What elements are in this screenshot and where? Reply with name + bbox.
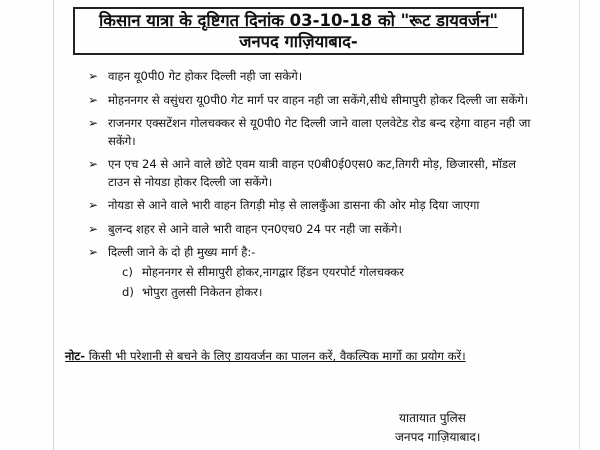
list-item (88, 115, 540, 150)
title-heading: किसान यात्रा के दृष्टिगत दिनांक 03-10-18 को "रूट डायवर्जन" (99, 11, 498, 30)
title-box (73, 7, 524, 55)
list-item (88, 244, 540, 302)
sub-item-text: भोपुरा तुलसी निकेतन होकर। (142, 285, 263, 299)
sub-list-item (108, 264, 540, 282)
note-line (65, 347, 535, 365)
page-edge-line (53, 0, 54, 450)
list-item-text: दिल्ली जाने के दो ही मुख्य मार्ग है:- (108, 245, 256, 259)
sub-item-letter: c) (122, 264, 133, 279)
signature-district: जनपद गाज़ियाबाद। (395, 430, 481, 444)
list-item (88, 92, 540, 110)
title-district: जनपद गाज़ियाबाद- (239, 32, 358, 51)
note-label: नोट- (65, 349, 86, 363)
list-item-text: मोहननगर से वसुंधरा यू0पी0 गेट मार्ग पर वाहन नही जा सकेंगे,सीधे सीमापुरी होकर दिल्ली जा सकेंगे। (108, 92, 529, 107)
list-item-text: राजनगर एक्सटेंशन गोलचक्कर से यू0पी0 गेट दिल्ली जाने वाला एलवेटेड रोड बन्द रहेगा वाहन नही जा सकेंगे। (108, 116, 531, 148)
note-text: किसी भी परेशानी से बचने के लिए डायवर्जन का पालन करें, वैकल्पिक मार्गो का प्रयोग करें। (85, 349, 466, 363)
list-item (88, 156, 540, 191)
arrow-bullet-icon: ➢ (88, 92, 99, 107)
diversion-list (88, 68, 540, 308)
list-item-text: वाहन यू0पी0 गेट होकर दिल्ली नही जा सकेगे। (108, 69, 303, 83)
arrow-bullet-icon: ➢ (88, 116, 99, 130)
list-item-text: बुलन्द शहर से आने वाले भारी वाहन एन0एच0 24 पर नही जा सकेंगे। (108, 221, 402, 236)
sub-list-item (108, 284, 540, 302)
page-edge-line-right (579, 0, 580, 450)
arrow-bullet-icon: ➢ (88, 221, 99, 236)
list-item (88, 197, 540, 215)
list-item (88, 68, 540, 86)
sub-item-text: मोहननगर से सीमापुरी होकर,नागद्वार हिंडन एयरपोर्ट गोलचक्कर (142, 264, 404, 279)
signature-block (395, 409, 480, 447)
arrow-bullet-icon: ➢ (88, 157, 99, 171)
signature-department: यातायात पुलिस (399, 411, 466, 425)
list-item-text: एन एच 24 से आने वाले छोटे एवम यात्री वाहन ए0बी0ई0एस0 कट,तिगरी मोड़, छिजारसी, मॉडल टाउन से नोयडा होकर दिल्ली जा सकेंगे। (108, 157, 516, 189)
list-item-text: नोयडा से आने वाले भारी वाहन तिगड़ी मोड़ से लालकुँआ डासना की ओर मोड़ दिया जाएगा (108, 198, 480, 212)
sub-item-letter: d) (122, 285, 134, 299)
arrow-bullet-icon: ➢ (88, 245, 99, 259)
list-item (88, 221, 540, 239)
arrow-bullet-icon: ➢ (88, 69, 99, 83)
arrow-bullet-icon: ➢ (88, 198, 99, 212)
